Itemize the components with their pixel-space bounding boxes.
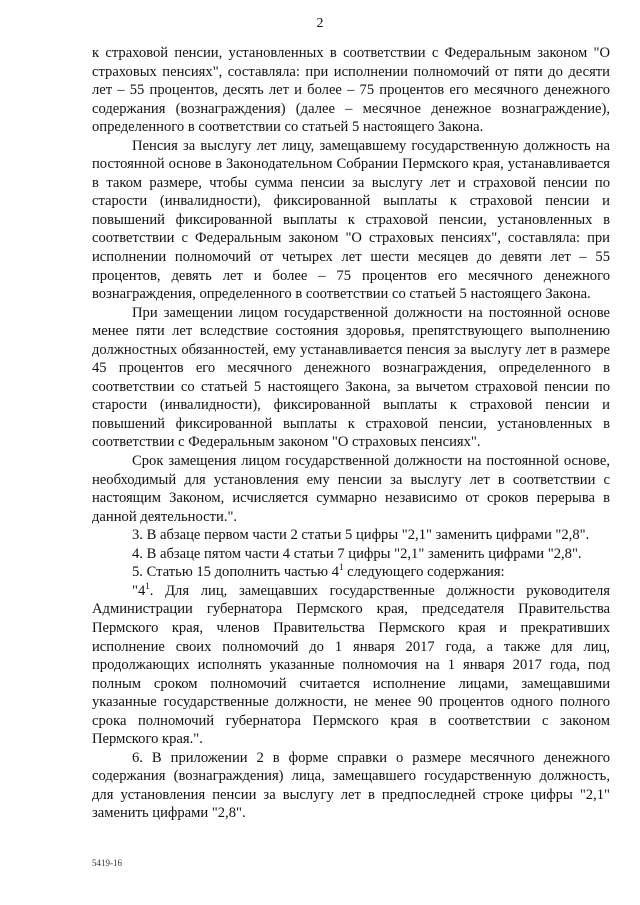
amendment-item-5 [92,563,610,582]
new-part-4-1-text [92,582,610,749]
document-body [92,44,610,823]
paragraph-health-early-termination: При замещении лицом государственной должности на постоянной основе менее пяти лет вследствие состояния здоровья, препятствующего выполнению должностных обязанностей, ему устанавливается пенсия за выслугу лет в размере 45 процентов его месячного денежного вознаграждения, определенного в соответствии со статьей 5 настоящего Закона, за вычетом страховой пенсии по старости (инвалидности), фиксированной выплаты к страховой пенсии и повышений фиксированной выплаты к страховой пенсии, установленных в соответствии с Федеральным законом "О страховых пенсиях". [92,304,610,451]
new-part-4-1-body: . Для лиц, замещавших государственные должности руководителя Администрации губернатора Пермского края, председателя Правительства Пермского края, членов Правительства Пермского края и прекративших исполнение своих полномочий до 1 января 2017 года, а также для лиц, продолжающих исполнять указанные полномочия на 1 января 2017 года, под полным сроком полномочий считается исполнение лицами, замещавшими указанные государственные должности, не менее 90 процентов одного полного срока полномочий губернатора Пермского края в соответствии с законом Пермского края.". [92,582,610,748]
paragraph-service-term-calculation: Срок замещения лицом государственной должности на постоянной основе, необходимый для установления ему пенсии за выслугу лет в соответствии с настоящим Законом, исчисляется суммарно независимо от сроков перерыва в данной деятельности.". [92,453,610,525]
amendment-item-5-text: 5. Статью 15 дополнить частью 4 [132,564,340,581]
superscript-1: 1 [145,581,150,591]
page-number: 2 [316,16,324,31]
paragraph-legislative-assembly-pension: Пенсия за выслугу лет лицу, замещавшему государственную должность на постоянной основе в Законодательном Собрании Пермского края, устанавливается в таком размере, чтобы сумма пенсии за выслугу лет и страховой пенсии по старости (инвалидности), фиксированной выплаты к страховой пенсии и повышений фиксированной выплаты к страховой пенсии, установленных в соответствии с Федеральным законом "О страховых пенсиях", составляла: при исполнении полномочий от четырех лет шести месяцев до девяти лет – 55 процентов, девять лет и более – 75 процентов его месячного денежного вознаграждения, определенного в соответствии со статьей 5 настоящего Закона. [92,137,610,303]
amendment-item-6: 6. В приложении 2 в форме справки о размере месячного денежного содержания (вознаграждения) лица, замещавшего государственную должность, для установления пенсии за выслугу лет в предпоследней строке цифры "2,1" заменить цифрами "2,8". [92,749,610,822]
document-code: 5419-16 [92,858,122,868]
amendment-item-4: 4. В абзаце пятом части 4 статьи 7 цифры "2,1" заменить цифрами "2,8". [132,545,582,562]
superscript-1: 1 [339,562,344,573]
paragraph-pension-amounts-continued: к страховой пенсии, установленных в соответствии с Федеральным законом "О страховых пенсиях", составляла: при исполнении полномочий от пяти до десяти лет – 55 процентов, десять лет и более – 75 процентов его месячного денежного содержания (вознаграждения) (далее – месячное денежное вознаграждение), определенного в соответствии со статьей 5 настоящего Закона. [92,45,610,136]
amendment-item-5-text-end: следующего содержания: [343,564,505,581]
new-part-4-1-number: "4 [132,582,146,599]
amendment-item-3: 3. В абзаце первом части 2 статьи 5 цифры "2,1" заменить цифрами "2,8". [132,527,590,544]
